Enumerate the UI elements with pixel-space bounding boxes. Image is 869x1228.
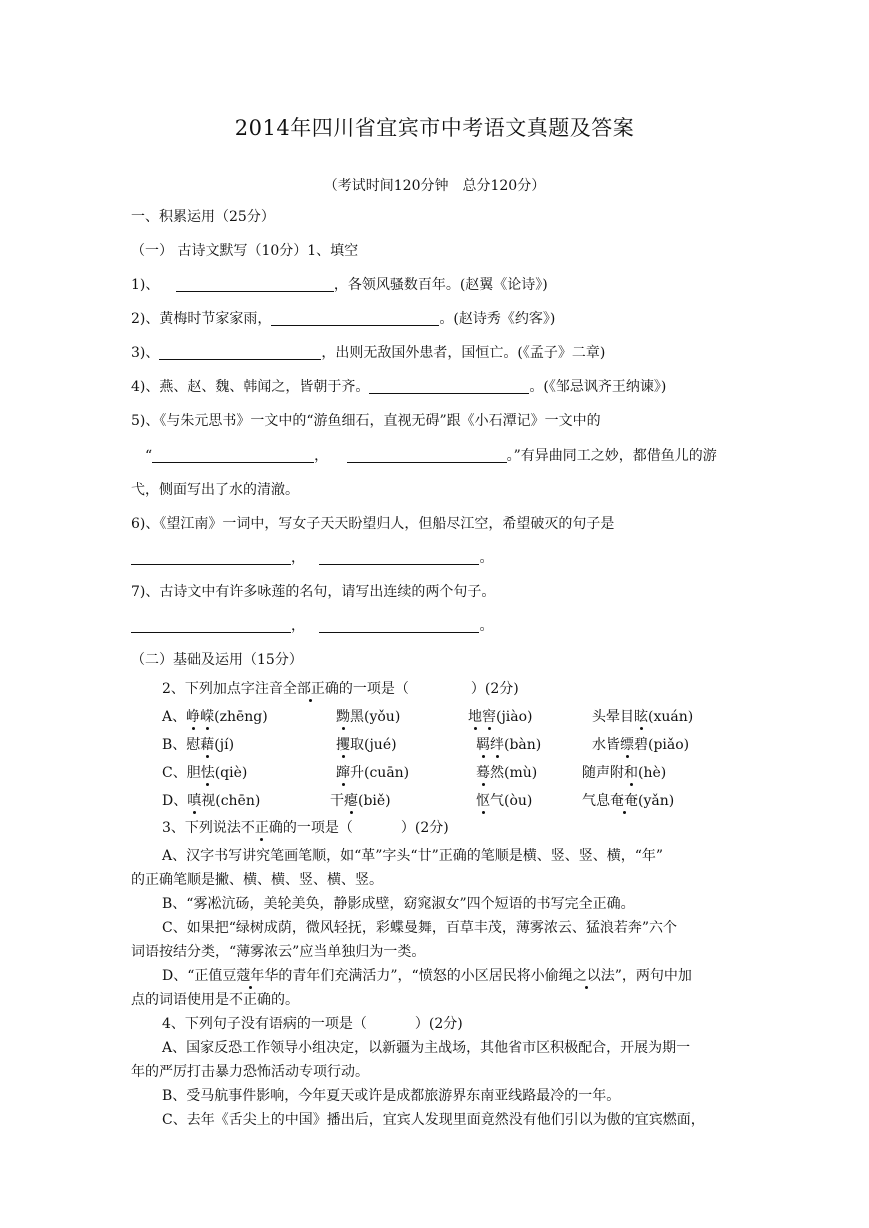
question-1-5-end: 弋，侧面写出了水的清澈。 [131,482,299,498]
answer-blank[interactable] [131,618,291,633]
answer-blank[interactable] [319,618,479,633]
option-b-2: 攫取(jué) [336,737,397,753]
option-a-2: 黝黑(yǒu) [336,709,401,725]
page-title: 2014年四川省宜宾市中考语文真题及答案 [234,116,635,140]
subsection-heading-2: （二）基础及运用（15分） [131,652,303,668]
answer-blank[interactable] [152,448,314,463]
option-a-4: 头晕目眩(xuán) [592,709,694,725]
question-4-option-a: A、国家反恐工作领导小组决定，以新疆为主战场，其他省市区积极配合，开展为期一 [162,1040,691,1056]
option-d-3: 怄气(òu) [476,793,533,809]
option-d-4: 气息奄奄(yǎn) [582,793,675,809]
answer-blank[interactable] [271,311,439,326]
section-heading-1: 一、积累运用（25分） [131,209,275,225]
question-3-option-a: A、汉字书写讲究笔画笔顺，如“革”字头“廿”正确的笔顺是横、竖、竖、横，“年” [162,848,664,864]
option-d-2: 干瘪(biě) [330,793,391,809]
question-3-option-b: B、“雾凇沆砀，美轮美奂，静影成壁，窈窕淑女”四个短语的书写完全正确。 [162,896,635,912]
question-1-7: 7)、古诗文中有许多咏莲的名句，请写出连续的两个句子。 [131,584,496,600]
option-a-1: A、峥嵘(zhēng) [162,709,268,725]
option-c-3: 蓦然(mù) [476,765,538,781]
question-4: 4、下列句子没有语病的一项是（ ）(2分) [162,1016,463,1032]
answer-blank[interactable] [319,550,479,565]
exam-info: （考试时间120分钟 总分120分） [323,178,546,194]
question-2: 2、下列加点字注音全部正确的一项是（ ）(2分) [162,681,519,697]
answer-blank[interactable] [131,550,291,565]
option-c-2: 蹿升(cuān) [336,765,410,781]
question-1-7-blanks: ， 。 [131,615,493,635]
question-3-option-c: C、如果把“绿树成荫，微风轻抚，彩蝶曼舞，百草丰茂，薄雾浓云、猛浪若奔”六个 [162,920,678,936]
option-c-1: C、胆怯(qiè) [162,765,248,781]
question-4-option-b: B、受马航事件影响，今年夏天或许是成都旅游界东南亚线路最冷的一年。 [162,1088,621,1104]
question-4-option-c: C、去年《舌尖上的中国》播出后，宜宾人发现里面竟然没有他们引以为傲的宜宾燃面， [162,1112,705,1128]
answer-blank[interactable] [369,379,529,394]
question-3-option-c-cont: 词语按结分类，“薄雾浓云”应当单独归为一类。 [131,944,426,960]
answer-blank[interactable] [176,277,334,292]
question-3-option-a-cont: 的正确笔顺是撇、横、横、竖、横、竖。 [131,872,383,888]
question-1-1: 1)、 ，各领风骚数百年。(赵翼《论诗》) [131,277,548,293]
question-3-option-d: D、“正值豆蔻年华的青年们充满活力”，“愤怒的小区居民将小偷绳之以法”，两句中加 [162,968,692,984]
subsection-heading-1: （一） 古诗文默写（10分）1、填空 [131,243,359,259]
option-b-1: B、慰藉(jí) [162,737,235,753]
option-d-1: D、嗔视(chēn) [162,793,261,809]
option-a-3: 地窖(jiào) [468,709,533,725]
question-1-3: 3)、 ，出则无敌国外患者，国恒亡。(《孟子》二章) [131,345,606,361]
question-3-option-d-cont: 点的词语使用是不正确的。 [131,992,299,1008]
question-1-6-blanks: ， 。 [131,547,493,567]
question-1-6: 6)、《望江南》一词中，写女子天天盼望归人，但船尽江空，希望破灭的句子是 [131,516,615,532]
question-4-option-a-cont: 年的严厉打击暴力恐怖活动专项行动。 [131,1064,369,1080]
question-1-5-blanks: “ ， 。”有异曲同工之妙，都借鱼儿的游 [145,448,717,464]
question-3: 3、下列说法不正确的一项是（ ）(2分) [162,820,449,836]
question-1-4: 4)、燕、赵、魏、韩闻之，皆朝于齐。 。(《邹忌讽齐王纳谏》) [131,379,667,395]
answer-blank[interactable] [347,448,507,463]
option-b-3: 羁绊(bàn) [476,737,542,753]
question-1-5: 5)、《与朱元思书》一文中的“游鱼细石，直视无碍”跟《小石潭记》一文中的 [131,413,601,429]
question-1-2: 2)、黄梅时节家家雨， 。(赵诗秀《约客》) [131,311,556,327]
option-b-4: 水皆缥碧(piǎo) [592,737,690,753]
answer-blank[interactable] [159,345,321,360]
option-c-4: 随声附和(hè) [582,765,667,781]
